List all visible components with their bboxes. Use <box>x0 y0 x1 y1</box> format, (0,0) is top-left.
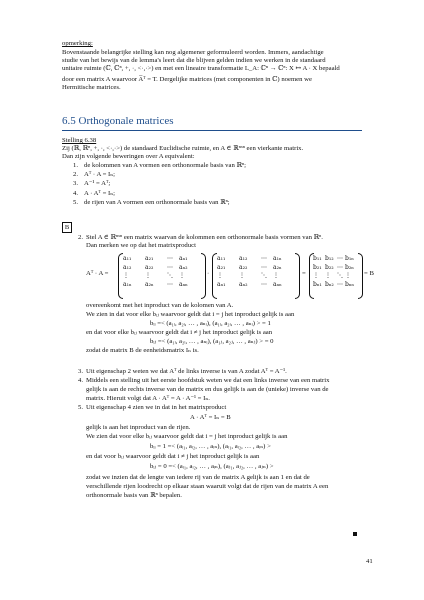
proof-step-2-line-1: Stel A ∈ ℝⁿˣⁿ een matrix waarvan de kolommen een orthonormale basis vormen van ℝⁿ. <box>86 234 323 241</box>
proof-text: We zien in dat voor elke bᵢⱼ waarvoor geldt dat i = j het inproduct gelijk is aan <box>86 311 295 318</box>
proof-text: verschillende rijen loodrecht op elkaar staan waaruit volgt dat de rijen van de matrix A een <box>86 483 329 490</box>
proof-text: en dat voor bᵢⱼ waarvoor geldt dat i ≠ j het inproduct gelijk is aan <box>86 453 260 460</box>
theorem-statements <box>62 162 246 207</box>
proof-step-2-line-2: Dan merken we op dat het matrixproduct <box>86 242 196 249</box>
proof-step-4-line-1: Middels een stelling uit het eerste hoofdstuk weten we dat een links inverse van een matrix <box>86 377 330 384</box>
remark-line-5: Hermitische matrices. <box>62 84 121 91</box>
proof-step-4-line-2: gelijk is aan de rechts inverse van de matrix en dus gelijk is aan de (unieke) inverse van de <box>86 386 329 393</box>
formula-b-ii: bᵢᵢ =< (a₁ᵢ, a₂ᵢ, … , aₙᵢ), (a₁ᵢ, a₂ᵢ, … , aₙᵢ) > = 1 <box>150 320 271 327</box>
remark-line-4: door een matrix A waarvoor A̅ᵀ = T. Dergelijke matrices (met componenten in ℂ) noemen we <box>62 76 312 83</box>
proof-box-label: B <box>62 222 72 233</box>
proof-text: orthonormale basis van ℝⁿ bepalen. <box>86 492 182 499</box>
proof-text: overeenkomt met het inproduct van de kolomen van A. <box>86 302 234 309</box>
proof-text: zodat we inzien dat de lengte van iedere rij van de matrix A gelijk is aan 1 en dat de <box>86 474 310 481</box>
proof-step-number: 4. <box>78 377 84 384</box>
formula-row-ortho: bᵢⱼ = 0 =< (aᵢ₁, aᵢ₂, … , aᵢₙ), (aⱼ₁, aⱼ₂, … , aⱼₙ) > <box>150 463 274 470</box>
formula-a-at: A · Aᵀ = Iₙ = B <box>190 414 231 421</box>
dot-operator: · <box>207 270 210 277</box>
proof-text: gelijk is aan het inproduct van de rijen. <box>86 424 191 431</box>
remark-label: opmerking: <box>62 40 93 47</box>
matrix-transpose: a₁₁ a₂₁ ⋯ aₙ₁ a₁₂ a₂₂ ⋯ aₙ₂ ⋮ ⋮ ⋱ ⋮ a₁ₙ a₂ₙ ⋯ aₙₙ <box>123 255 188 288</box>
theorem-item: 2. Aᵀ · A = Iₙ; <box>72 171 116 179</box>
equals-sign: = <box>302 270 306 277</box>
matrix-b: b₁₁ b₁₂ ⋯ b₁ₙ b₂₁ b₂₂ ⋯ b₂ₙ ⋮ ⋮ ⋱ ⋮ bₙ₁ bₙ₂ ⋯ bₙₙ <box>313 255 355 288</box>
end-of-proof-square <box>353 532 357 536</box>
theorem-intro: Zij (ℝ, ℝⁿ, +, ·, <·,·>) de standaard Euclidische ruimte, en A ∈ ℝⁿˣⁿ een vierkante matrix. <box>62 145 304 152</box>
page-number: 41 <box>366 558 373 565</box>
formula-b-ij: bᵢⱼ =< (a₁ᵢ, a₂ᵢ, … , aₙᵢ), (a₁ⱼ, a₂ⱼ, … , aₙⱼ) > = 0 <box>150 338 274 345</box>
right-paren <box>295 253 300 299</box>
theorem-item: 4. A · Aᵀ = Iₙ; <box>72 189 116 197</box>
section-rule <box>62 130 362 131</box>
equals-b: = B <box>364 270 374 277</box>
right-paren <box>201 253 206 299</box>
proof-step-number: 2. <box>78 234 84 241</box>
section-heading: 6.5 Orthogonale matrices <box>62 115 174 127</box>
proof-step-4-line-3: matrix. Hieruit volgt dat A · Aᵀ = A · A⁻¹ = Iₙ. <box>86 395 210 402</box>
remark-line-2: studie van het bewijs van de lemma's leert dat die blijven gelden indien we werken in de standaard <box>62 57 326 64</box>
theorem-label: Stelling 6.38 <box>62 137 97 144</box>
proof-step-number: 3. <box>78 368 84 375</box>
theorem-intro-2: Dan zijn volgende beweringen over A equivalent: <box>62 153 195 160</box>
theorem-item: 1. de kolommen van A vormen een orthonormale basis van ℝⁿ; <box>72 162 246 169</box>
remark-line-3: unitaire ruimte (ℂ, ℂⁿ, +, ·, <·,·>) en met een lineaire transformatie L_A: ℂⁿ → ℂⁿ: X ↦ A · X bepaald <box>62 65 340 72</box>
proof-text: en dat voor elke bᵢⱼ waarvoor geldt dat i ≠ j het inproduct gelijk is aan <box>86 329 273 336</box>
proof-step-number: 5. <box>78 404 84 411</box>
remark-line-1: Bovenstaande belangrijke stelling kan nog algemener geformuleerd worden. Immers, aandachtige <box>62 49 324 56</box>
theorem-item: 5. de rijen van A vormen een orthonormale basis van ℝⁿ; <box>72 198 230 206</box>
formula-row-norm: bᵢᵢ = 1 =< (aᵢ₁, aᵢ₂, … , aᵢₙ), (aᵢ₁, aᵢ₂, … , aᵢₙ) > <box>150 443 271 450</box>
proof-step-5-line-1: Uit eigenschap 4 zien we in dat in het matrixproduct <box>86 404 227 411</box>
proof-text: We zien dat voor elke bᵢⱼ waarvoor geldt dat i = j het inproduct gelijk is aan <box>86 433 288 440</box>
equation-lhs: Aᵀ · A = <box>86 270 109 277</box>
proof-text: zodat de matrix B de eenheidsmatrix Iₙ is. <box>86 347 199 354</box>
theorem-item: 3. A⁻¹ = Aᵀ; <box>72 180 111 188</box>
proof-step-3: Uit eigenschap 2 weten we dat Aᵀ de links inverse is van A zodat Aᵀ = A⁻¹. <box>86 368 287 375</box>
right-paren <box>358 253 363 299</box>
matrix-a: a₁₁ a₁₂ ⋯ a₁ₙ a₂₁ a₂₂ ⋯ a₂ₙ ⋮ ⋮ ⋱ ⋮ aₙ₁ aₙ₂ ⋯ aₙₙ <box>217 255 282 288</box>
